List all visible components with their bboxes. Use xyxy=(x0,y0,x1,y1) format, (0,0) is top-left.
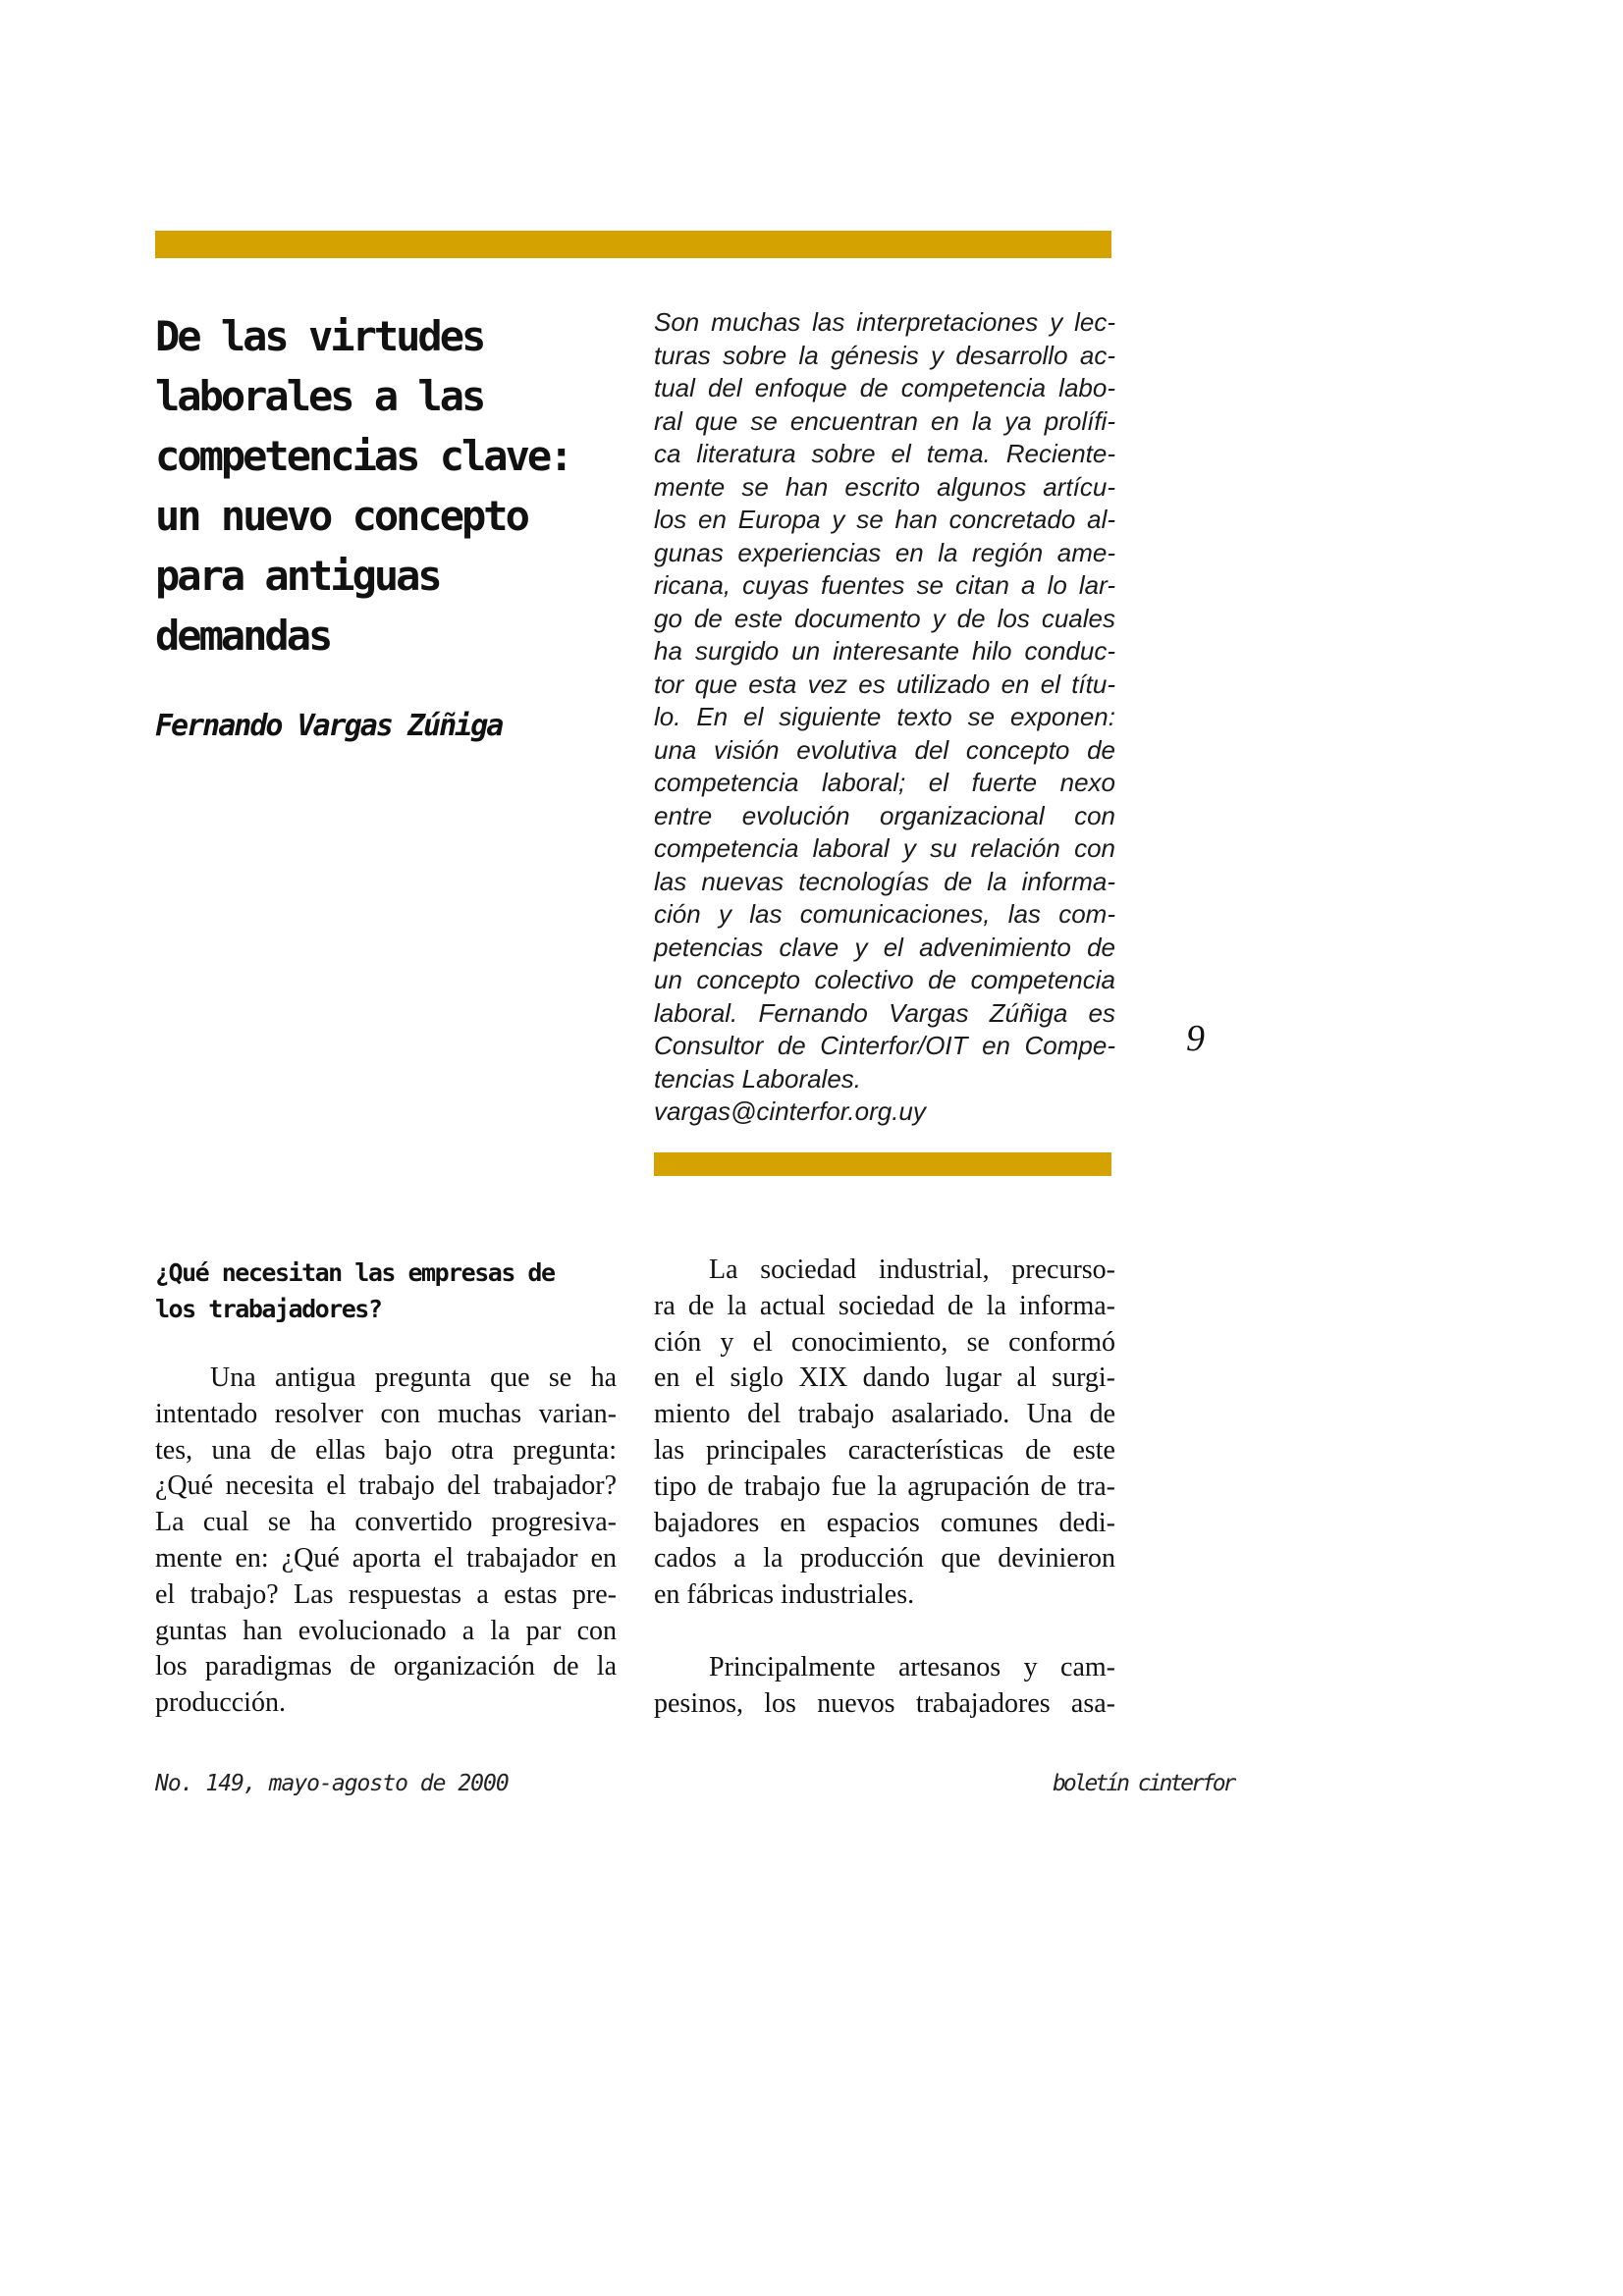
body-line: pesinos, los nuevos trabajadores asa- xyxy=(654,1687,1115,1719)
body-line: bajadores en espacios comunes dedi- xyxy=(654,1507,1115,1538)
body-line: intentado resolver con muchas varian- xyxy=(155,1398,617,1429)
abstract-line: competencia laboral y su relación con xyxy=(654,833,1115,863)
abstract-line: turas sobre la génesis y desarrollo ac- xyxy=(654,340,1115,370)
body-line: ra de la actual sociedad de la informa- xyxy=(654,1290,1115,1321)
body-line: tipo de trabajo fue la agrupación de tra- xyxy=(654,1470,1115,1502)
abstract-line: lo. En el siguiente texto se exponen: xyxy=(654,702,1115,731)
title-line: De las virtudes xyxy=(155,312,484,360)
title-line: competencias clave: xyxy=(155,432,571,480)
top-accent-bar xyxy=(155,231,1111,258)
article-author: Fernando Vargas Zúñiga xyxy=(155,709,503,743)
abstract-line: tencias Laborales. xyxy=(654,1063,862,1094)
body-line: La cual se ha convertido progresiva- xyxy=(155,1507,617,1538)
right-column-paragraph-2 xyxy=(654,1650,1115,1723)
abstract-line: laboral. Fernando Vargas Zúñiga es xyxy=(654,997,1115,1028)
page-number: 9 xyxy=(1186,1018,1205,1059)
left-column-paragraph xyxy=(155,1361,617,1722)
body-line: tes, una de ellas bajo otra pregunta: xyxy=(155,1434,617,1466)
abstract-accent-bar xyxy=(654,1152,1111,1176)
right-column-paragraph-1 xyxy=(654,1253,1115,1614)
footer-issue: No. 149, mayo-agosto de 2000 xyxy=(155,1771,509,1796)
abstract-line: ca literatura sobre el tema. Reciente- xyxy=(654,439,1115,468)
title-line: un nuevo concepto xyxy=(155,492,527,540)
abstract-line: mente se han escrito algunos artícu- xyxy=(654,471,1115,502)
body-line: ¿Qué necesita el trabajo del trabajador? xyxy=(155,1470,617,1502)
abstract-line: ricana, cuyas fuentes se citan a lo lar- xyxy=(654,570,1115,600)
body-line: guntas han evolucionado a la par con xyxy=(155,1615,617,1646)
abstract-line: go de este documento y de los cuales xyxy=(654,603,1115,633)
abstract-line: competencia laboral; el fuerte nexo xyxy=(654,768,1115,797)
article-abstract xyxy=(654,306,1115,1129)
body-line: miento del trabajo asalariado. Una de xyxy=(654,1399,1115,1430)
section-heading-line: los trabajadores? xyxy=(155,1295,382,1323)
body-line: cados a la producción que devinieron xyxy=(654,1543,1115,1575)
body-line: producción. xyxy=(155,1687,286,1719)
title-line: para antiguas xyxy=(155,552,440,600)
title-line: laborales a las xyxy=(155,372,484,420)
body-line: Una antigua pregunta que se ha xyxy=(210,1362,617,1393)
abstract-line: Son muchas las interpretaciones y lec- xyxy=(654,307,1115,337)
body-line: el trabajo? Las respuestas a estas pre- xyxy=(155,1578,617,1610)
article-title xyxy=(155,306,617,666)
title-line: demandas xyxy=(155,612,331,660)
body-line: mente en: ¿Qué aporta el trabajador en xyxy=(155,1542,617,1574)
section-heading xyxy=(155,1255,617,1327)
body-line: las principales características de este xyxy=(654,1434,1115,1466)
author-email[interactable]: vargas@cinterfor.org.uy xyxy=(654,1096,926,1126)
section-heading-line: ¿Qué necesitan las empresas de xyxy=(155,1258,555,1287)
abstract-line: entre evolución organizacional con xyxy=(654,800,1115,830)
body-line: Principalmente artesanos y cam- xyxy=(709,1652,1115,1682)
abstract-line: tual del enfoque de competencia labo- xyxy=(654,373,1115,402)
abstract-line: ción y las comunicaciones, las com- xyxy=(654,899,1115,929)
abstract-line: ha surgido un interesante hilo conduc- xyxy=(654,636,1115,666)
body-line: en el siglo XIX dando lugar al surgi- xyxy=(654,1362,1115,1394)
abstract-line: las nuevas tecnologías de la informa- xyxy=(654,866,1115,896)
body-line: La sociedad industrial, precurso- xyxy=(709,1255,1115,1285)
body-line: los paradigmas de organización de la xyxy=(155,1651,617,1682)
body-line: ción y el conocimiento, se conformó xyxy=(654,1326,1115,1358)
body-line: en fábricas industriales. xyxy=(654,1579,915,1611)
abstract-line: los en Europa y se han concretado al- xyxy=(654,505,1115,534)
abstract-line: un concepto colectivo de competencia xyxy=(654,965,1115,994)
abstract-line: Consultor de Cinterfor/OIT en Compe- xyxy=(654,1031,1115,1060)
abstract-line: gunas experiencias en la región ame- xyxy=(654,537,1115,567)
abstract-line: tor que esta vez es utilizado en el títu- xyxy=(654,668,1115,699)
abstract-line: ral que se encuentran en la ya prolífi- xyxy=(654,405,1115,436)
footer-publication: boletín cinterfor xyxy=(1053,1771,1234,1796)
abstract-line: petencias clave y el advenimiento de xyxy=(654,932,1115,962)
abstract-line: una visión evolutiva del concepto de xyxy=(654,734,1115,765)
